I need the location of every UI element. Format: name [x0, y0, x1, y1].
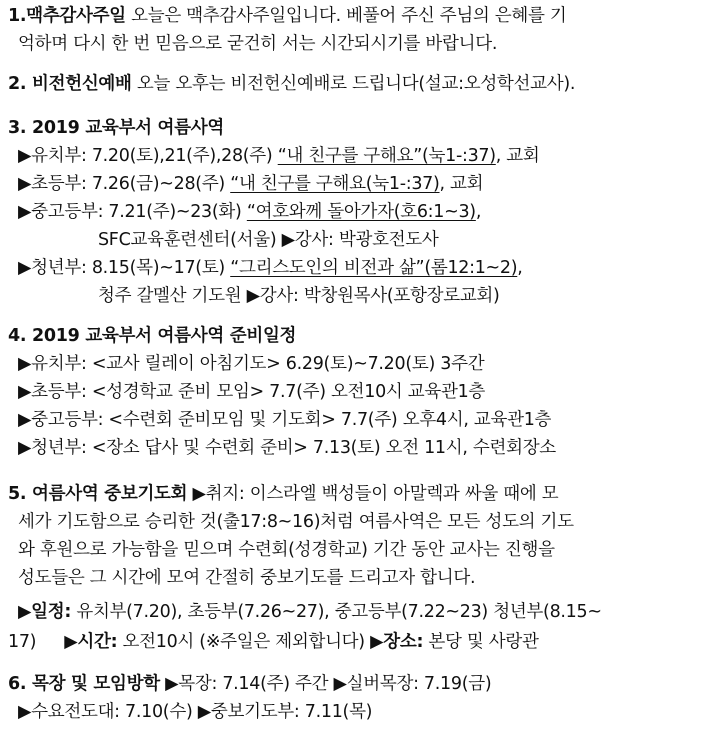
section-5-line-3: 와 후원으로 가능함을 믿으며 수련회(성경학교) 기간 동안 교사는 진행을	[18, 540, 555, 560]
section-3-heading: 3. 2019 교육부서 여름사역	[8, 118, 224, 138]
section-4-junggo: ▶중고등부: <수련회 준비모임 및 기도회> 7.7(주) 오후4시, 교육관1층	[18, 410, 552, 430]
section-6-heading: 6. 목장 및 모임방학	[8, 674, 160, 694]
chodeung-place: , 교회	[439, 174, 484, 194]
section-5-line-2: 세가 기도함으로 승리한 것(출17:8~16)처럼 여름사역은 모든 성도의 기도	[18, 512, 574, 532]
section-3-chodeung	[18, 172, 483, 196]
yuchi-dates: ▶유치부: 7.20(토),21(주),28(주)	[18, 146, 278, 166]
section-4-chodeung: ▶초등부: <성경학교 준비 모임> 7.7(주) 오전10시 교육관1층	[18, 382, 486, 402]
yuchi-place: , 교회	[495, 146, 540, 166]
section-3-junggo	[18, 200, 481, 224]
cheong-dates: ▶청년부: 8.15(목)~17(토)	[18, 258, 231, 278]
section-1-line-2: 억하며 다시 한 번 믿음으로 굳건히 서는 시간되시기를 바랍니다.	[18, 34, 498, 54]
section-5-line-1	[8, 482, 558, 506]
section-1-line-1	[8, 4, 566, 28]
section-4-heading: 4. 2019 교육부서 여름사역 준비일정	[8, 326, 297, 346]
section-1-heading: 1.맥추감사주일	[8, 6, 126, 26]
junggo-theme: “여호와께 돌아가자(호6:1~3)	[246, 202, 476, 222]
schedule-label: ▶일정:	[18, 602, 72, 622]
section-5-schedule	[18, 600, 602, 624]
section-5-line-4: 성도들은 그 시간에 모여 간절히 중보기도를 드리고자 합니다.	[18, 568, 476, 588]
section-5-time-place	[8, 630, 539, 654]
yuchi-theme: “내 친구를 구해요”(눅1-:37)	[277, 146, 496, 166]
place-text: 본당 및 사랑관	[423, 632, 539, 652]
section-3-cheong	[18, 256, 523, 280]
junggo-comma: ,	[475, 202, 482, 222]
section-4-cheong: ▶청년부: <장소 답사 및 수련회 준비> 7.13(토) 오전 11시, 수련회장소	[18, 438, 556, 458]
chodeung-dates: ▶초등부: 7.26(금)~28(주)	[18, 174, 231, 194]
place-label: ▶장소:	[370, 632, 424, 652]
cheong-comma: ,	[517, 258, 523, 278]
chodeung-theme: “내 친구를 구해요(눅1-:37)	[230, 174, 440, 194]
section-2-line	[8, 72, 575, 96]
section-1-text: 오늘은 맥추감사주일입니다. 베풀어 주신 주님의 은혜를 기	[125, 6, 567, 26]
section-3-cheong-line-2: 청주 갈멜산 기도원 ▶강사: 박창원목사(포항장로교회)	[98, 286, 500, 306]
section-6-text: ▶목장: 7.14(주) 주간 ▶실버목장: 7.19(금)	[159, 674, 492, 694]
section-3-junggo-line-2: SFC교육훈련센터(서울) ▶강사: 박광호전도사	[98, 230, 439, 250]
schedule-text: 유치부(7.20), 초등부(7.26~27), 중고등부(7.22~23) 청년부(8.15~	[71, 602, 602, 622]
section-2-text: 오늘 오후는 비전헌신예배로 드립니다(설교:오성학선교사).	[131, 74, 576, 94]
section-6-line-2: ▶수요전도대: 7.10(수) ▶중보기도부: 7.11(목)	[18, 702, 373, 722]
time-label: ▶시간:	[64, 632, 118, 652]
section-4-yuchi: ▶유치부: <교사 릴레이 아침기도> 6.29(토)~7.20(토) 3주간	[18, 354, 485, 374]
cheong-theme: “그리스도인의 비전과 삶”(롬12:1~2)	[230, 258, 518, 278]
section-3-yuchi	[18, 144, 540, 168]
schedule-continued: 17)	[8, 632, 37, 652]
section-6-line-1	[8, 672, 491, 696]
section-5-heading: 5. 여름사역 중보기도회	[8, 484, 188, 504]
section-2-heading: 2. 비전헌신예배	[8, 74, 132, 94]
time-text: 오전10시 (※주일은 제외합니다)	[117, 632, 371, 652]
junggo-dates: ▶중고등부: 7.21(주)~23(화)	[18, 202, 247, 222]
section-5-purpose: ▶취지: 이스라엘 백성들이 아말렉과 싸울 때에 모	[187, 484, 559, 504]
